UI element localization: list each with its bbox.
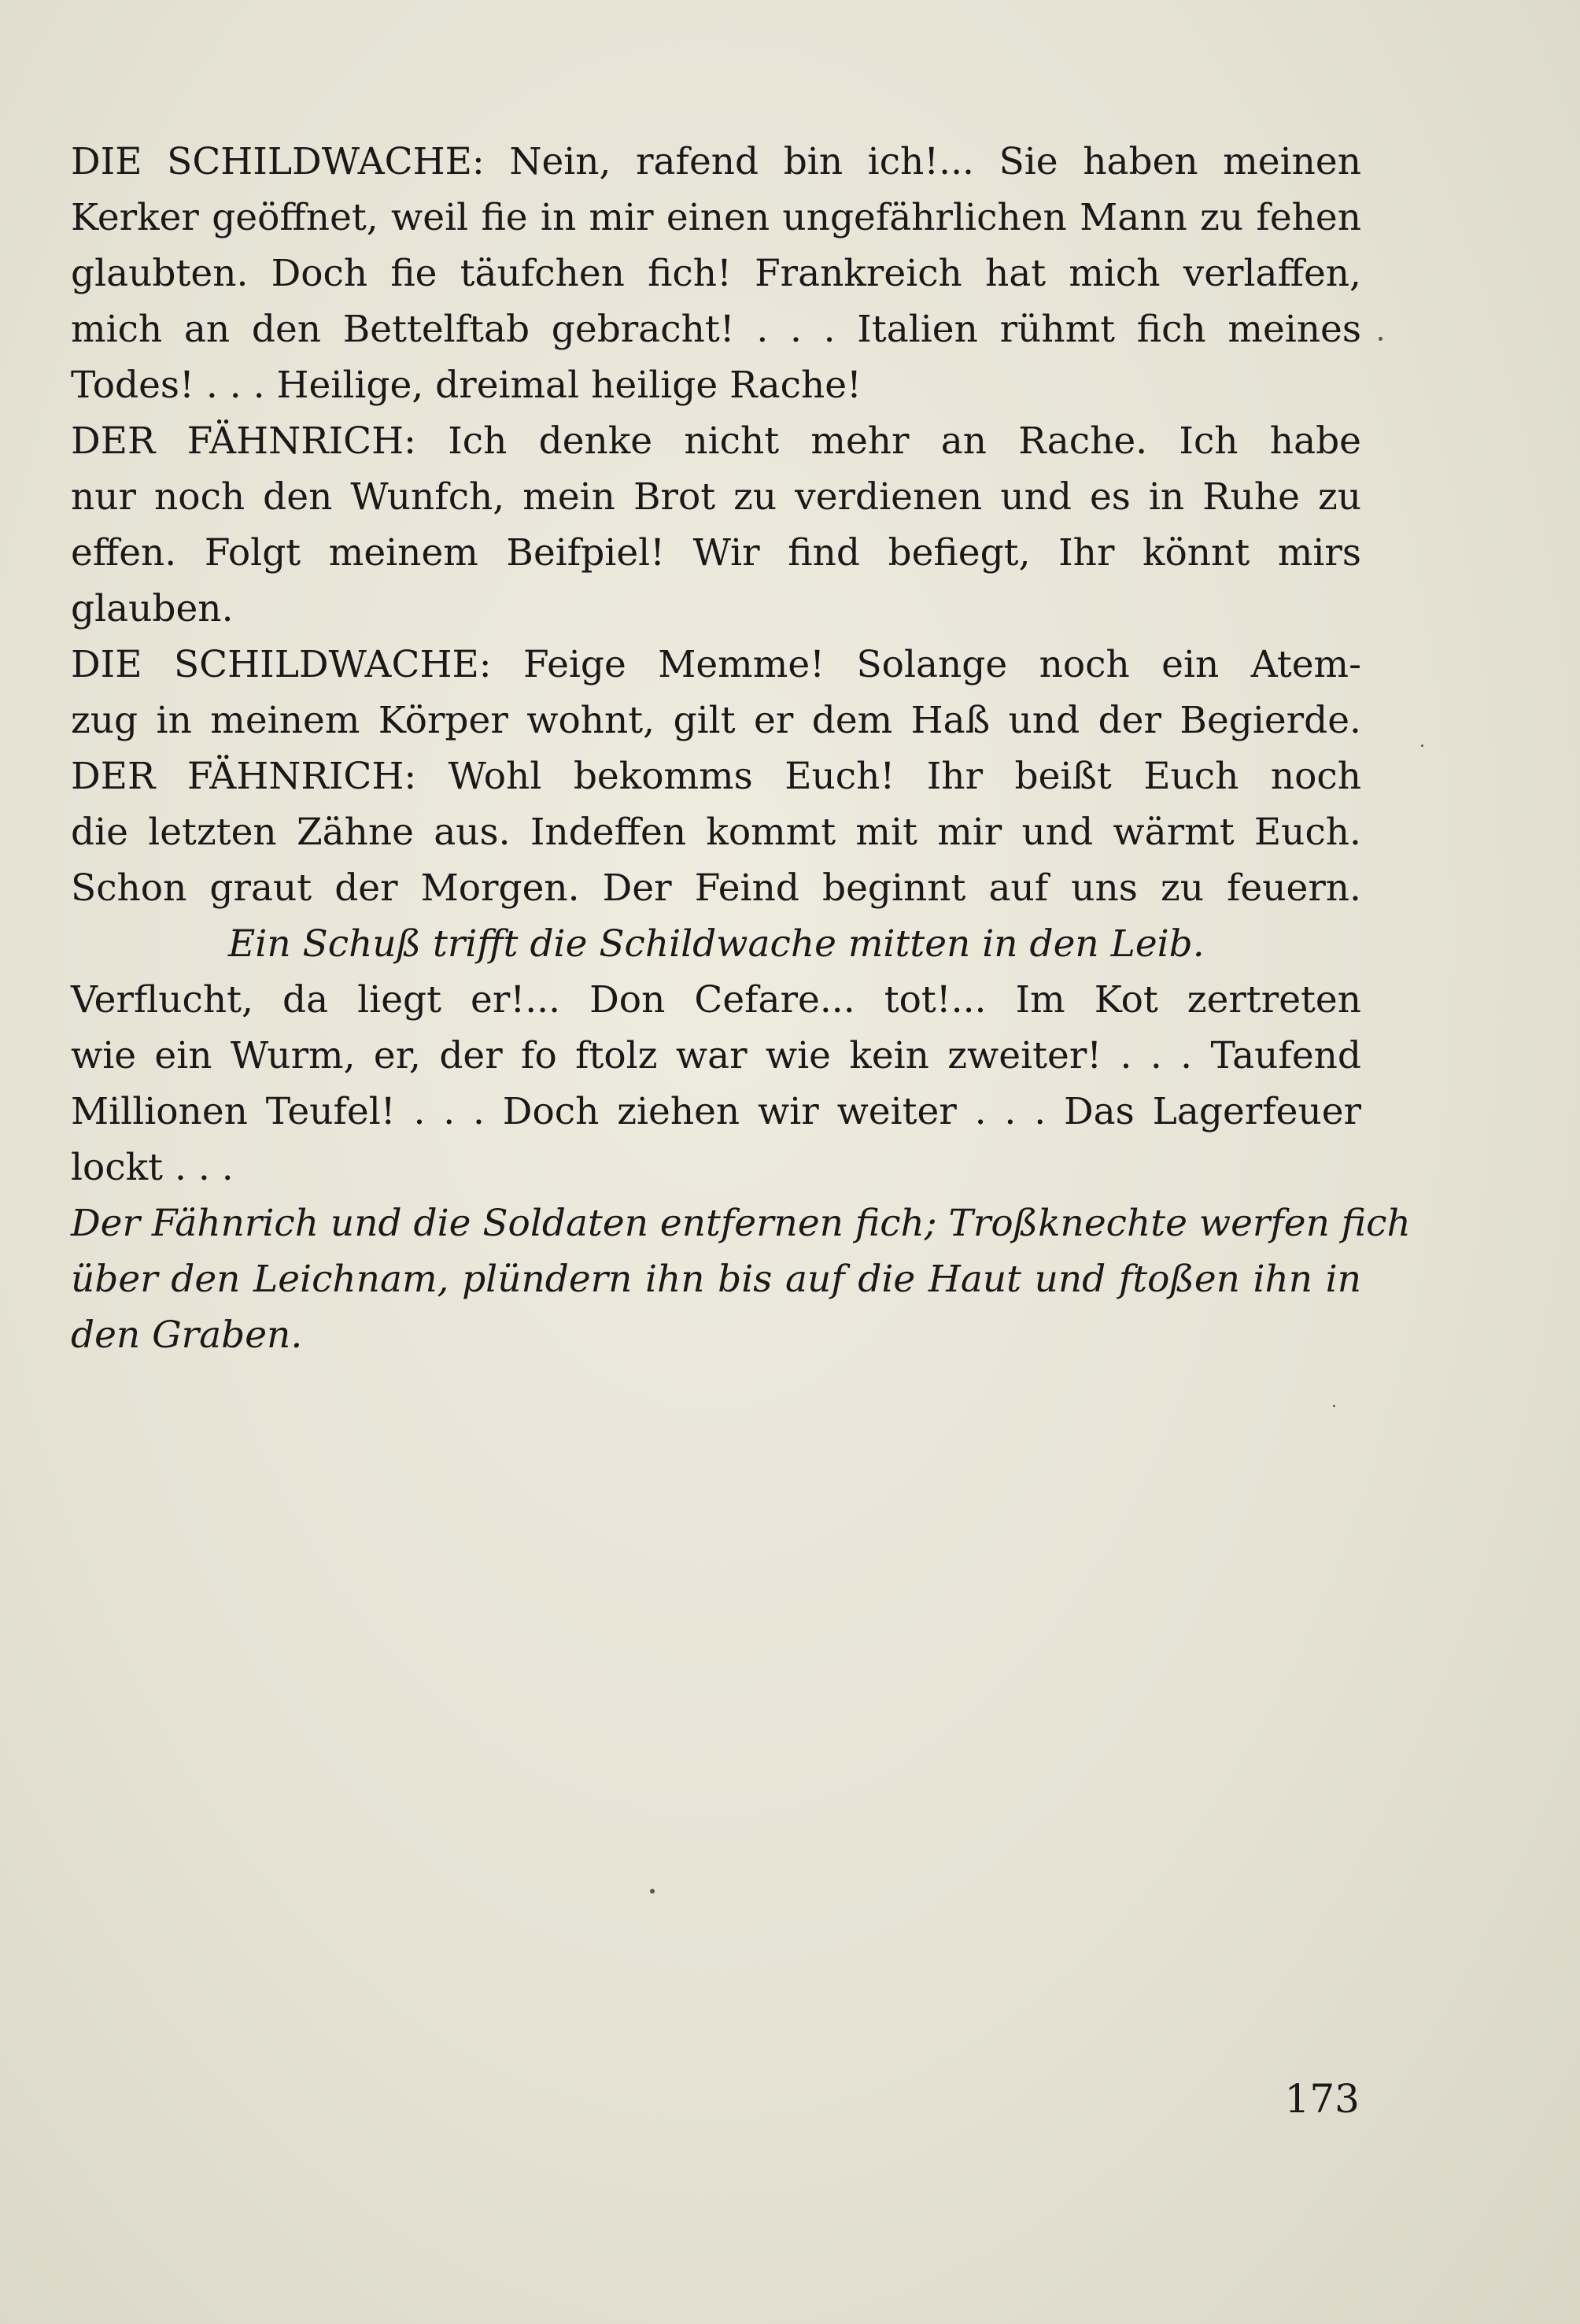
text-line-8: effen. Folgt meinem Beifpiel! Wir find befiegt, Ihr könnt mirs (71, 531, 1361, 575)
text-line-16: Verflucht, da liegt er!... Don Cefare... tot!... Im Kot zertreten (71, 978, 1361, 1022)
stage-direction-line-2: über den Leichnam, plündern ihn bis auf die Haut und ftoßen ihn in (71, 1258, 1361, 1301)
text-line-6: DER FÄHNRICH: Ich denke nicht mehr an Rache. Ich habe (71, 419, 1361, 463)
text-line-13: die letzten Zähne aus. Indeffen kommt mit mir und wärmt Euch. (71, 811, 1361, 854)
paper-speck (1333, 1405, 1335, 1407)
text-line-19: lockt . . . (71, 1146, 234, 1189)
page-body-text (71, 134, 1411, 1363)
paper-speck (650, 1889, 655, 1894)
stage-direction-line-1: Der Fähnrich und die Soldaten entfernen fich; Troßknechte werfen fich (71, 1202, 1411, 1245)
paper-speck (1379, 337, 1382, 341)
text-line-5: Todes! . . . Heilige, dreimal heilige Rache! (71, 364, 862, 407)
text-line-17: wie ein Wurm, er, der fo ftolz war wie kein zweiter! . . . Taufend (71, 1034, 1361, 1077)
text-line-4: mich an den Bettelftab gebracht! . . . Italien rühmt fich meines (71, 308, 1361, 351)
text-line-18: Millionen Teufel! . . . Doch ziehen wir weiter . . . Das Lagerfeuer (71, 1090, 1361, 1133)
text-line-12: DER FÄHNRICH: Wohl bekomms Euch! Ihr beißt Euch noch (71, 755, 1361, 798)
text-line-14: Schon graut der Morgen. Der Feind beginnt auf uns zu feuern. (71, 866, 1361, 910)
text-line-10: DIE SCHILDWACHE: Feige Memme! Solange noch ein Atem- (71, 643, 1361, 686)
stage-direction-line-3: den Graben. (71, 1313, 303, 1357)
text-line-9: glauben. (71, 587, 234, 630)
stage-direction-shot: Ein Schuß trifft die Schildwache mitten in den Leib. (228, 922, 1205, 966)
paper-speck (1421, 744, 1423, 747)
text-line-3: glaubten. Doch fie täufchen fich! Frankreich hat mich verlaffen, (71, 252, 1361, 295)
text-line-11: zug in meinem Körper wohnt, gilt er dem Haß und der Begierde. (71, 699, 1361, 742)
text-line-1: DIE SCHILDWACHE: Nein, rafend bin ich!... Sie haben meinen (71, 140, 1361, 183)
text-line-7: nur noch den Wunfch, mein Brot zu verdienen und es in Ruhe zu (71, 475, 1361, 519)
text-line-2: Kerker geöffnet, weil fie in mir einen ungefährlichen Mann zu fehen (71, 196, 1361, 239)
page-number: 173 (1284, 2076, 1360, 2122)
